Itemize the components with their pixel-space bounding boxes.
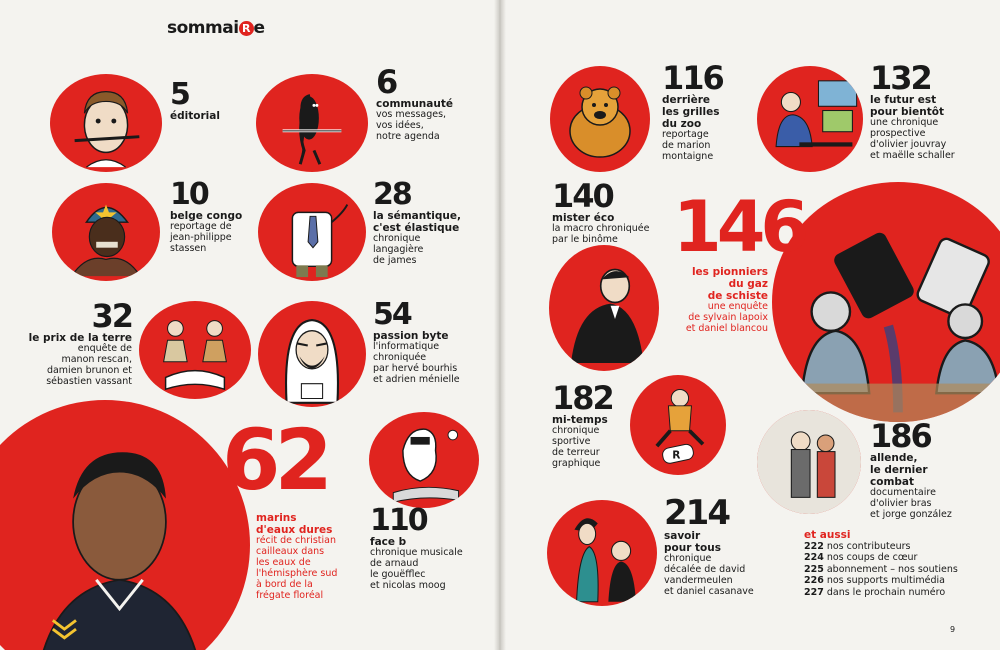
desc-line: et daniel blancou: [685, 323, 768, 335]
desc-line: cailleaux dans: [256, 546, 325, 558]
desc-line: documentaire: [870, 487, 936, 499]
desc-line: de marion: [662, 140, 711, 152]
entry-146-text[interactable]: [666, 266, 768, 335]
page-number-54: 54: [373, 297, 411, 332]
et-aussi-heading: et aussi: [804, 529, 851, 541]
man-tie-drawing: [258, 183, 366, 281]
entry-title: [170, 110, 220, 122]
entry-title: [373, 210, 461, 234]
desc-line: vos messages,: [376, 109, 447, 121]
desc-line: une enquête: [707, 301, 768, 313]
entry-desc: [664, 554, 754, 598]
title-line: combat: [870, 476, 914, 489]
men-standing-drawing: [757, 410, 861, 514]
desc-line: par hervé bourhis: [373, 362, 458, 374]
entry-desc: [256, 536, 337, 602]
desc-line: jean-philippe: [170, 231, 232, 243]
desc-line: la macro chroniquée: [552, 223, 650, 235]
entry-116[interactable]: [662, 59, 723, 163]
page-number-214: 214: [664, 493, 729, 533]
entry-desc: [376, 110, 453, 143]
desc-line: une chronique: [870, 117, 939, 129]
desc-line: vos idées,: [376, 119, 424, 131]
entry-desc: [666, 302, 768, 335]
desc-line: montaigne: [662, 151, 714, 163]
title-line: mister éco: [552, 212, 615, 224]
page-number-32: 32: [91, 297, 132, 335]
desc-line: les eaux de: [256, 556, 311, 568]
businessman-drawing: [549, 245, 659, 371]
page-number-28: 28: [373, 177, 411, 212]
face-b-illustration: [369, 412, 479, 508]
silhouette-drawing: [256, 74, 368, 172]
title-line: les grilles: [662, 106, 720, 119]
desc-line: de james: [373, 254, 417, 266]
entry-title: [662, 94, 723, 130]
entry-186[interactable]: [870, 417, 952, 521]
title-line: belge congo: [170, 210, 243, 222]
entry-desc: [20, 344, 132, 388]
extra-label: abonnement – nos soutiens: [826, 563, 958, 575]
desc-line: chroniquée: [373, 351, 427, 363]
desc-line: d'olivier jouvray: [870, 138, 947, 150]
desc-line: le gouëfflec: [370, 568, 426, 580]
desc-line: enquête de: [77, 343, 132, 355]
entry-desc: [373, 234, 461, 267]
desc-line: chronique: [373, 233, 421, 245]
folio-number: 9: [950, 625, 956, 634]
zoo-illustration: [550, 66, 650, 172]
entry-110[interactable]: [370, 503, 463, 592]
title-line: c'est élastique: [373, 222, 460, 235]
entry-title: [256, 512, 337, 536]
couple-drawing: [547, 500, 657, 606]
title-line: savoir: [664, 530, 701, 542]
entry-title: [664, 530, 754, 554]
desc-line: de sylvain lapoix: [688, 312, 768, 324]
extra-label: nos supports multimédia: [826, 575, 945, 587]
page-number-6: 6: [376, 63, 397, 101]
musician-drawing: [369, 412, 479, 508]
hooded-figure-drawing: [258, 301, 366, 407]
extra-page: 225: [804, 563, 824, 575]
desc-line: l'informatique: [373, 341, 440, 353]
desc-line: reportage: [662, 129, 709, 141]
prix-terre-illustration: [139, 301, 251, 399]
entry-desc: [552, 224, 649, 246]
desc-line: chronique musicale: [370, 547, 463, 559]
semantique-illustration: [258, 183, 366, 281]
desc-line: chronique: [664, 553, 712, 565]
page-number-116: 116: [662, 59, 723, 97]
extra-item[interactable]: [804, 564, 958, 575]
entry-54[interactable]: [373, 297, 460, 386]
handshake-drawing: [139, 301, 251, 399]
title-line: allende,: [870, 452, 918, 464]
logo-r-badge: R: [239, 21, 254, 36]
extra-label: nos coups de cœur: [826, 552, 918, 564]
page-number-132: 132: [870, 59, 931, 97]
belge-congo-illustration: [52, 183, 160, 281]
desc-line: damien brunon et: [46, 364, 132, 376]
editorial-illustration: [50, 74, 162, 172]
entry-desc: [552, 426, 613, 470]
title-line: marins: [256, 512, 297, 524]
page-number-5: 5: [170, 77, 189, 112]
title-line: mi-temps: [552, 414, 608, 426]
page-number-110: 110: [370, 503, 427, 538]
title-line: le dernier: [870, 464, 928, 477]
extra-page: 224: [804, 552, 824, 564]
page-number-146: 146: [673, 186, 805, 268]
et-aussi-block: [804, 529, 958, 598]
page-number-140: 140: [552, 177, 613, 215]
desc-line: notre agenda: [376, 130, 440, 142]
entry-182[interactable]: [552, 379, 613, 470]
title-line: d'eaux dures: [256, 524, 333, 537]
portrait-drawing: [50, 74, 162, 172]
title-line: éditorial: [170, 110, 220, 122]
extra-item[interactable]: [804, 587, 958, 598]
extra-label: dans le prochain numéro: [826, 586, 946, 598]
communaute-illustration: [256, 74, 368, 172]
skater-drawing: [630, 375, 726, 475]
desc-line: et nicolas moog: [370, 579, 446, 591]
title-line: communauté: [376, 98, 453, 110]
extra-label: nos contributeurs: [826, 541, 911, 552]
desc-line: à bord de la: [256, 578, 313, 590]
entry-title: [666, 266, 768, 302]
desc-line: vandermeulen: [664, 574, 733, 586]
page-number-182: 182: [552, 379, 613, 417]
mi-temps-illustration: [630, 375, 726, 475]
desc-line: langagière: [373, 244, 424, 256]
desc-line: et maëlle schaller: [870, 149, 955, 161]
desc-line: sébastien vassant: [46, 375, 132, 387]
desc-line: l'hémisphère sud: [256, 567, 338, 579]
extra-page: 227: [804, 586, 824, 598]
title-line: de schiste: [707, 290, 768, 303]
desc-line: chronique: [552, 425, 600, 437]
desc-line: et adrien ménielle: [373, 373, 460, 385]
desc-line: stassen: [170, 242, 207, 254]
page-number-186: 186: [870, 417, 931, 455]
desc-line: de arnaud: [370, 557, 419, 569]
entry-title: [870, 452, 952, 488]
logo-text-b: e: [253, 18, 265, 38]
entry-214[interactable]: [664, 493, 754, 598]
svg-text:R: R: [672, 449, 681, 462]
entry-5[interactable]: [170, 77, 220, 122]
entry-62[interactable]: [222, 411, 327, 509]
desc-line: récit de christian: [256, 535, 336, 547]
bear-drawing: [550, 66, 650, 172]
entry-28[interactable]: [373, 177, 461, 267]
title-line: du zoo: [662, 118, 702, 131]
mister-eco-illustration: [549, 245, 659, 371]
page-gutter: [494, 0, 506, 650]
desc-line: et daniel casanave: [664, 585, 754, 597]
desc-line: et jorge gonzález: [870, 509, 952, 521]
extra-item[interactable]: [804, 575, 958, 586]
entry-desc: [170, 222, 242, 255]
title-line: face b: [370, 536, 407, 548]
futur-illustration: [757, 66, 863, 172]
extra-page: 222: [804, 541, 824, 552]
title-line: passion byte: [373, 330, 449, 342]
logo-text-a: sommai: [167, 18, 239, 38]
entry-title: [870, 94, 955, 118]
entry-62-text[interactable]: [256, 512, 337, 602]
desc-line: sportive: [552, 435, 591, 447]
entry-desc: [373, 342, 460, 386]
desc-line: frégate floréal: [256, 589, 324, 601]
office-worker-drawing: [757, 66, 863, 172]
title-line: le futur est: [870, 94, 937, 106]
entry-desc: [662, 130, 723, 163]
entry-132[interactable]: [870, 59, 955, 162]
title-line: la sémantique,: [373, 210, 461, 222]
desc-line: graphique: [552, 457, 601, 469]
allende-illustration: [757, 410, 861, 514]
desc-line: de terreur: [552, 446, 600, 458]
entry-desc: [870, 488, 952, 521]
title-line: du gaz: [728, 278, 768, 291]
entry-140[interactable]: [552, 177, 650, 246]
title-line: pour tous: [664, 542, 721, 555]
sommaire-logo: [167, 18, 265, 38]
extra-item[interactable]: [804, 552, 958, 563]
entry-32[interactable]: [20, 297, 132, 388]
entry-146[interactable]: [673, 186, 805, 268]
savoir-illustration: [547, 500, 657, 606]
figure-drawing: [52, 183, 160, 281]
title-line: derrière: [662, 94, 711, 106]
entry-6[interactable]: [376, 63, 453, 143]
desc-line: prospective: [870, 128, 926, 140]
desc-line: décalée de david: [664, 564, 746, 576]
passion-byte-illustration: [258, 301, 366, 407]
title-line: les pionniers: [691, 266, 768, 278]
entry-desc: [870, 118, 955, 162]
page-number-10: 10: [170, 177, 208, 212]
desc-line: d'olivier bras: [870, 498, 932, 510]
title-line: le prix de la terre: [28, 332, 132, 344]
page-number-62: 62: [222, 411, 327, 509]
title-line: pour bientôt: [870, 106, 945, 119]
desc-line: manon rescan,: [61, 353, 132, 365]
entry-desc: [370, 548, 463, 592]
extra-item[interactable]: [804, 541, 958, 552]
extra-page: 226: [804, 575, 824, 587]
desc-line: reportage de: [170, 221, 232, 233]
desc-line: par le binôme: [552, 233, 618, 245]
entry-10[interactable]: [170, 177, 243, 255]
